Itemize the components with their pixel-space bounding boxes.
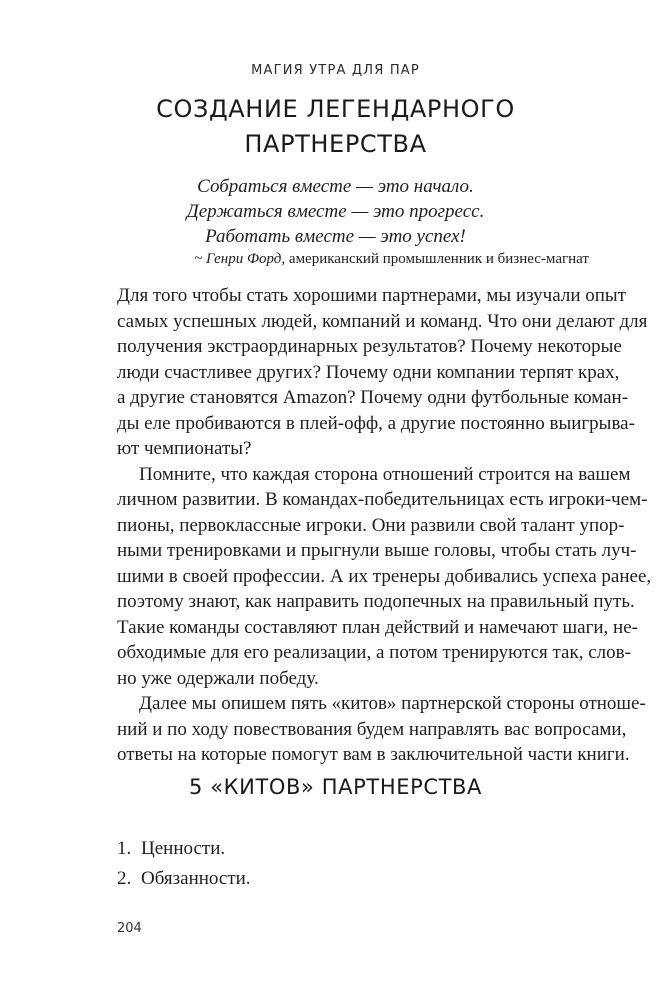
numbered-list xyxy=(117,834,251,894)
epigraph-line: Работать вместе — это успех! xyxy=(205,226,466,247)
list-item xyxy=(117,834,251,864)
text-line: личном развитии. В командах-победительницах есть игроки-чем- xyxy=(117,489,648,510)
text-line: получения экстраординарных результатов? Почему некоторые xyxy=(117,336,622,357)
text-line: поэтому знают, как направить подопечных на правильный путь. xyxy=(117,591,635,612)
text-line: ды еле пробиваются в плей-офф, а другие постоянно выигрыва- xyxy=(117,412,635,434)
text-line: но уже одержали победу. xyxy=(117,667,319,689)
text-line: пионы, первоклассные игроки. Они развили свой талант упор- xyxy=(117,514,625,536)
paragraph xyxy=(117,462,652,692)
text-line: ний и по ходу повествования будем направлять вас вопросами, xyxy=(117,718,627,740)
text-line: самых успешных людей, компаний и команд. Что они делают для xyxy=(117,310,648,332)
page-number: 204 xyxy=(117,921,142,936)
chapter-title-line: СОЗДАНИЕ ЛЕГЕНДАРНОГО xyxy=(156,95,515,123)
text-line: люди счастливее других? Почему одни компании терпят крах, xyxy=(117,361,620,383)
list-item-text: Ценности. xyxy=(141,838,226,859)
running-head: МАГИЯ УТРА ДЛЯ ПАР xyxy=(251,63,420,78)
text-line: Такие команды составляют план действий и намечают шаги, не- xyxy=(117,616,638,638)
text-line: ответы на которые помогут вам в заключительной части книги. xyxy=(117,744,630,765)
list-item-number: 1. xyxy=(117,838,132,859)
attribution-author: ~ Генри Форд, xyxy=(194,251,286,267)
list-item-number: 2. xyxy=(117,868,132,889)
list-item-text: Обязанности. xyxy=(141,868,251,889)
epigraph-attribution xyxy=(194,251,589,268)
list-item xyxy=(117,864,251,894)
text-line: Далее мы опишем пять «китов» партнерской стороны отноше- xyxy=(139,693,646,714)
epigraph-line: Собраться вместе — это начало. xyxy=(197,176,474,197)
epigraph xyxy=(0,174,671,249)
text-line: Для того чтобы стать хорошими партнерами, мы изучали опыт xyxy=(117,285,626,306)
epigraph-line: Держаться вместе — это прогресс. xyxy=(186,201,485,222)
text-line: ют чемпионаты? xyxy=(117,438,252,459)
paragraph xyxy=(117,691,646,768)
text-line: обходимые для его реализации, а потом тренируются так, слов- xyxy=(117,642,631,663)
text-line: Помните, что каждая сторона отношений строится на вашем xyxy=(139,463,631,485)
attribution-description: американский промышленник и бизнес-магнат xyxy=(285,251,589,267)
body-text xyxy=(117,283,652,768)
text-line: а другие становятся Amazon? Почему одни футбольные коман- xyxy=(117,387,629,408)
paragraph xyxy=(117,283,648,462)
text-line: ными тренировками и прыгнули выше головы, чтобы стать луч- xyxy=(117,540,637,561)
section-heading: 5 «КИТОВ» ПАРТНЕРСТВА xyxy=(188,775,483,799)
chapter-title-line: ПАРТНЕРСТВА xyxy=(244,130,427,158)
chapter-title xyxy=(0,92,671,162)
text-line: шими в своей профессии. А их тренеры добивались успеха ранее, xyxy=(117,565,652,587)
